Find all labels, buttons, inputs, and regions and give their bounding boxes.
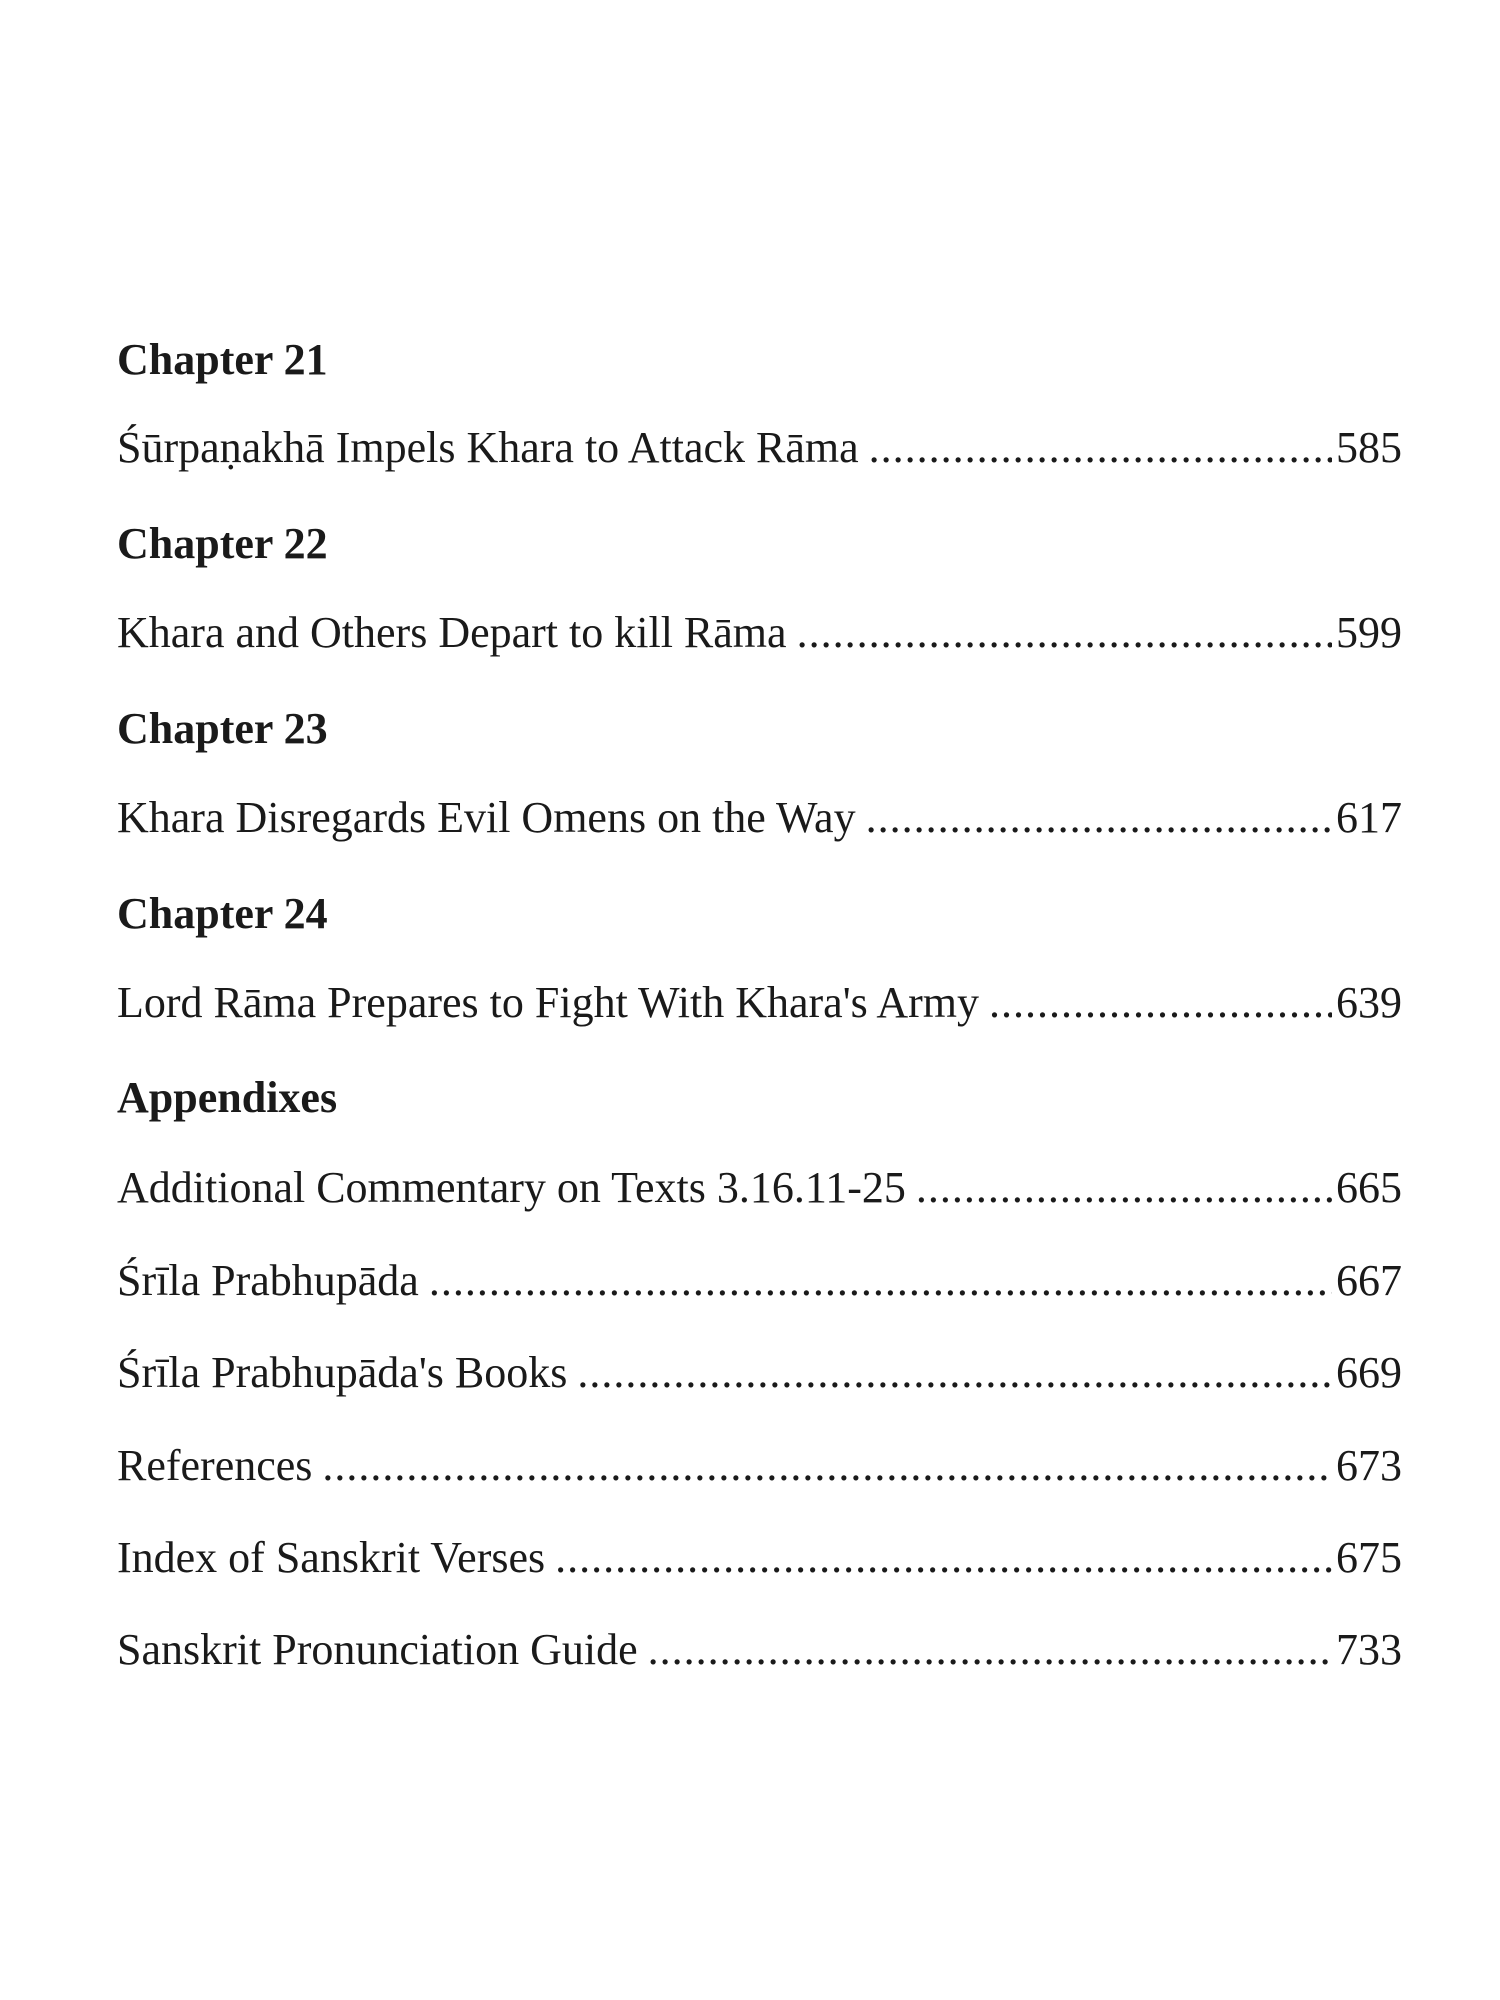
dot-leader bbox=[869, 420, 1332, 476]
dot-leader bbox=[866, 790, 1332, 846]
page-number: 669 bbox=[1336, 1348, 1402, 1397]
chapter-heading: Chapter 22 bbox=[117, 519, 328, 568]
page-number: 665 bbox=[1336, 1163, 1402, 1212]
toc-entry bbox=[117, 1438, 1402, 1494]
toc-entry bbox=[117, 1345, 1402, 1401]
toc-entry-row bbox=[117, 790, 1402, 846]
page-number: 617 bbox=[1336, 793, 1402, 842]
entry-title: Khara and Others Depart to kill Rāma bbox=[117, 608, 787, 657]
dot-leader bbox=[322, 1438, 1332, 1494]
toc-entry-row bbox=[117, 1622, 1402, 1678]
chapter-heading: Chapter 24 bbox=[117, 889, 328, 938]
toc-entry-row bbox=[117, 605, 1402, 661]
toc-entry bbox=[117, 975, 1402, 1031]
entry-title: Lord Rāma Prepares to Fight With Khara's Army bbox=[117, 978, 979, 1027]
toc-heading bbox=[117, 886, 1402, 942]
appendixes-heading: Appendixes bbox=[117, 1073, 338, 1122]
entry-title: Śrīla Prabhupāda bbox=[117, 1256, 419, 1305]
dot-leader bbox=[429, 1253, 1332, 1309]
dot-leader bbox=[916, 1160, 1332, 1216]
entry-title: Index of Sanskrit Verses bbox=[117, 1533, 546, 1582]
entry-title: References bbox=[117, 1441, 313, 1490]
entry-title: Sanskrit Pronunciation Guide bbox=[117, 1625, 638, 1674]
entry-title: Khara Disregards Evil Omens on the Way bbox=[117, 793, 856, 842]
toc-heading bbox=[117, 701, 1402, 757]
toc-heading bbox=[117, 332, 1402, 388]
toc-entry bbox=[117, 420, 1402, 476]
entry-title: Śūrpaṇakhā Impels Khara to Attack Rāma bbox=[117, 423, 859, 472]
toc-heading bbox=[117, 516, 1402, 572]
toc-entry bbox=[117, 1160, 1402, 1216]
dot-leader bbox=[555, 1530, 1332, 1586]
toc-entry bbox=[117, 1253, 1402, 1309]
dot-leader bbox=[797, 605, 1332, 661]
toc-entry-row bbox=[117, 1438, 1402, 1494]
toc-heading bbox=[117, 1070, 1402, 1126]
page-number: 673 bbox=[1336, 1441, 1402, 1490]
page-number: 733 bbox=[1336, 1625, 1402, 1674]
dot-leader bbox=[989, 975, 1332, 1031]
chapter-heading: Chapter 21 bbox=[117, 335, 328, 384]
toc-entry-row bbox=[117, 975, 1402, 1031]
page-number: 639 bbox=[1336, 978, 1402, 1027]
page-number: 667 bbox=[1336, 1256, 1402, 1305]
toc-entry bbox=[117, 1622, 1402, 1678]
toc-entry bbox=[117, 1530, 1402, 1586]
entry-title: Additional Commentary on Texts 3.16.11-25 bbox=[117, 1163, 906, 1212]
toc-entry-row bbox=[117, 1345, 1402, 1401]
toc-entry bbox=[117, 790, 1402, 846]
toc-entry bbox=[117, 605, 1402, 661]
dot-leader bbox=[577, 1345, 1332, 1401]
toc-entry-row bbox=[117, 1530, 1402, 1586]
toc-entry-row bbox=[117, 1160, 1402, 1216]
chapter-heading: Chapter 23 bbox=[117, 704, 328, 753]
page-number: 585 bbox=[1336, 423, 1402, 472]
page-number: 675 bbox=[1336, 1533, 1402, 1582]
page-number: 599 bbox=[1336, 608, 1402, 657]
toc-entry-row bbox=[117, 1253, 1402, 1309]
dot-leader bbox=[648, 1622, 1332, 1678]
entry-title: Śrīla Prabhupāda's Books bbox=[117, 1348, 568, 1397]
toc-entry-row bbox=[117, 420, 1402, 476]
